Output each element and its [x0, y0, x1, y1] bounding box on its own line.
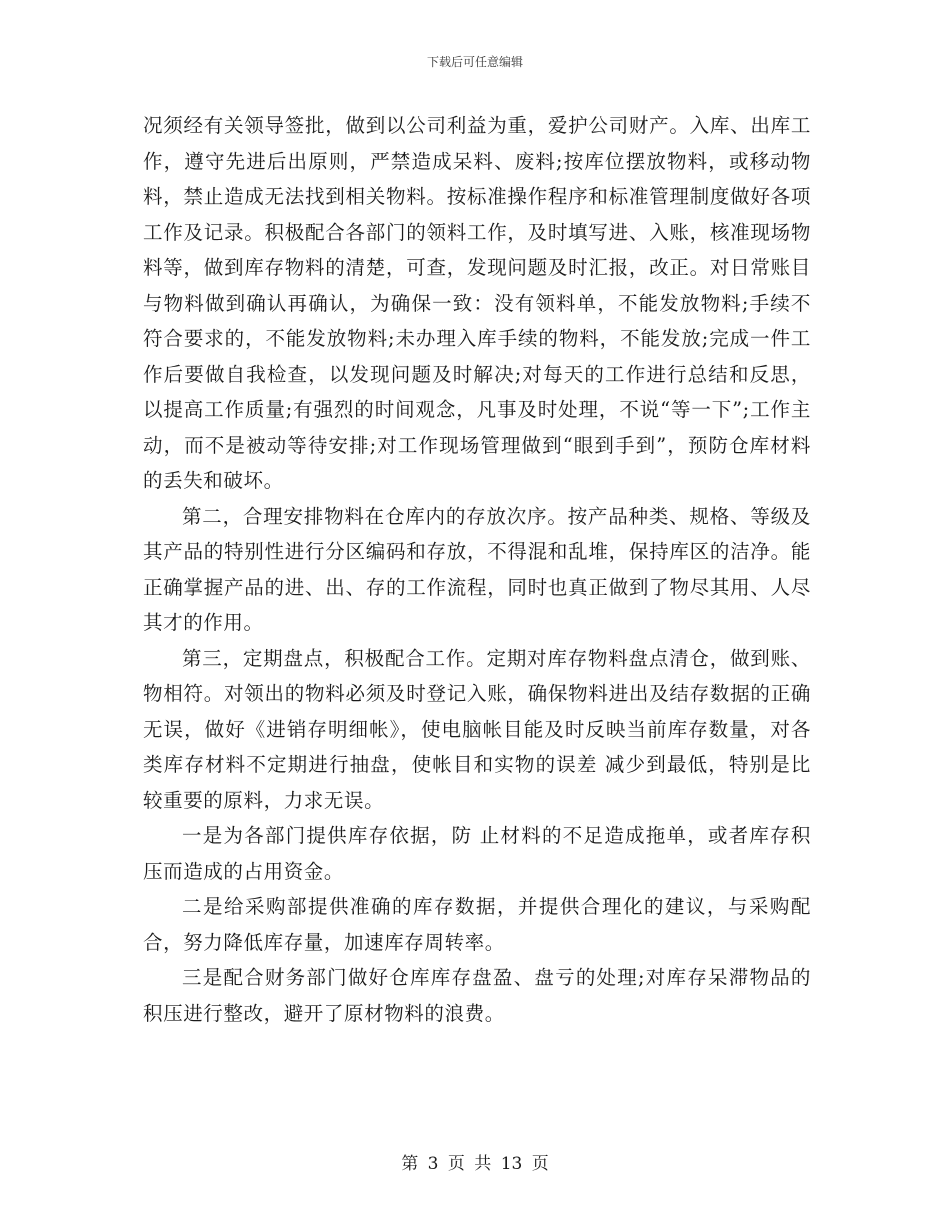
page-header: 下载后可任意编辑	[426, 55, 523, 69]
paragraph-4: 一是为各部门提供库存依据，防 止材料的不足造成拖单，或者库存积压而造成的占用资金。	[143, 824, 811, 883]
paragraph-5: 二是给采购部提供准确的库存数据，并提供合理化的建议，与采购配合，努力降低库存量，加速库存周转率。	[143, 895, 811, 954]
document-body	[143, 108, 811, 1031]
paragraph-2: 第二，合理安排物料在仓库内的存放次序。按产品种类、规格、等级及其产品的特别性进行分区编码和存放，不得混和乱堆，保持库区的洁净。能正确掌握产品的进、出、存的工作流程，同时也真正做到了物尽其用、人尽其才的作用。	[143, 504, 811, 634]
paragraph-6: 三是配合财务部门做好仓库库存盘盈、盘亏的处理;对库存呆滞物品的积压进行整改，避开了原材物料的浪费。	[143, 966, 811, 1025]
paragraph-1: 况须经有关领导签批，做到以公司利益为重，爱护公司财产。入库、出库工作，遵守先进后出原则，严禁造成呆料、废料;按库位摆放物料，或移动物料，禁止造成无法找到相关物料。按标准操作程序和标准管理制度做好各项工作及记录。积极配合各部门的领料工作，及时填写进、入账，核准现场物料等，做到库存物料的清楚，可查，发现问题及时汇报，改正。对日常账目与物料做到确认再确认，为确保一致：没有领料单，不能发放物料;手续不符合要求的，不能发放物料;未办理入库手续的物料，不能发放;完成一件工作后要做自我检查，以发现问题及时解决;对每天的工作进行总结和反思，以提高工作质量;有强烈的时间观念，凡事及时处理，不说“等一下”;工作主动，而不是被动等待安排;对工作现场管理做到“眼到手到”，预防仓库材料的丢失和破坏。	[143, 114, 811, 492]
paragraph-3: 第三，定期盘点，积极配合工作。定期对库存物料盘点清仓，做到账、物相符。对领出的物料必须及时登记入账，确保物料进出及结存数据的正确无误，做好《进销存明细帐》，使电脑帐目能及时反映当前库存数量，对各类库存材料不定期进行抽盘，使帐目和实物的误差 减少到最低，特别是比较重要的原料，力求无误。	[143, 646, 811, 812]
page-footer: 第 3 页 共 13 页	[401, 1154, 549, 1174]
